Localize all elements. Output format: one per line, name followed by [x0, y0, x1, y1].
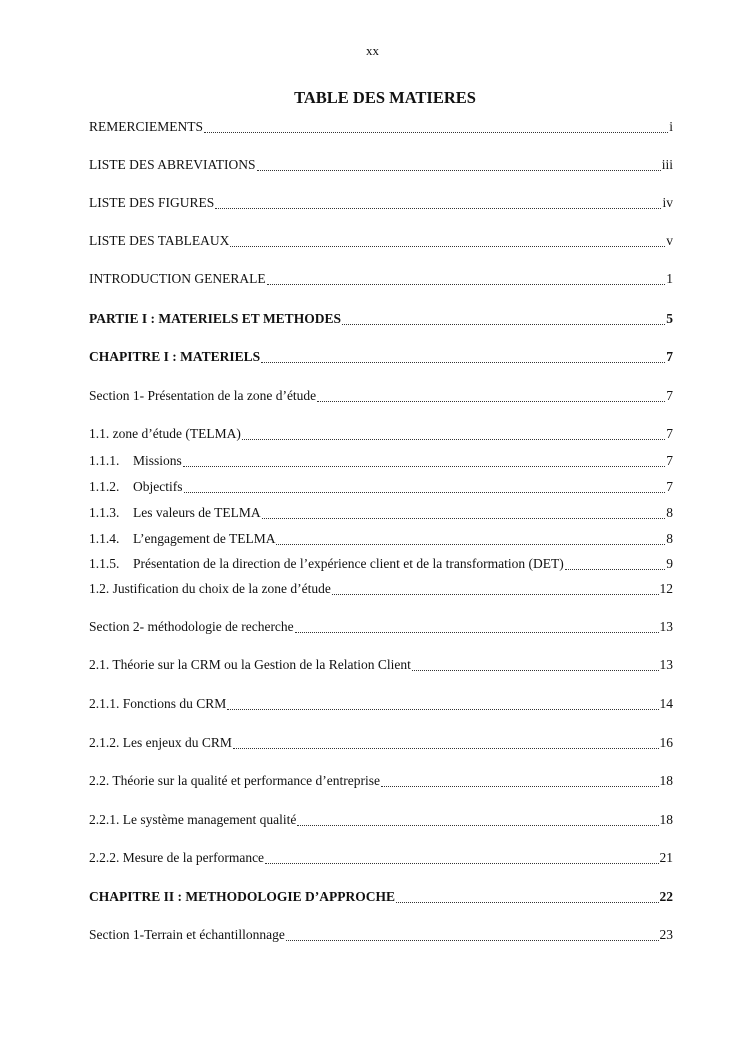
toc-entry-page: 7 — [666, 349, 673, 364]
toc-entry[interactable] — [89, 156, 673, 174]
toc-entry-page: 18 — [659, 812, 673, 827]
toc-entry-page: 13 — [659, 619, 673, 634]
toc-entry-label: CHAPITRE I : MATERIELS — [89, 349, 261, 364]
toc-entry-label: Les valeurs de TELMA — [133, 505, 261, 520]
toc-entry-label: Section 1-Terrain et échantillonnage — [89, 927, 285, 942]
toc-entry-label: LISTE DES TABLEAUX — [89, 233, 230, 248]
toc-entry-number: 1.1.2. — [89, 479, 120, 494]
toc-entry-page: 7 — [666, 426, 673, 441]
toc-entry[interactable] — [89, 811, 673, 829]
dot-leader — [295, 632, 659, 633]
toc-entry[interactable] — [89, 695, 673, 713]
toc-entry-page: 23 — [659, 927, 673, 942]
toc-entry-page: 22 — [659, 889, 673, 904]
toc-entry[interactable] — [89, 555, 673, 573]
toc-entry-page: 14 — [659, 696, 673, 711]
dot-leader — [381, 786, 658, 787]
toc-entry-page: iii — [661, 157, 673, 172]
toc-entry[interactable] — [89, 348, 673, 366]
dot-leader — [342, 324, 665, 325]
toc-entry-page: 7 — [666, 453, 673, 468]
toc-entry[interactable] — [89, 270, 673, 288]
dot-leader — [257, 170, 661, 171]
toc-entry-page: 1 — [666, 271, 673, 286]
dot-leader — [332, 594, 659, 595]
toc-entry-label: 2.2.2. Mesure de la performance — [89, 850, 265, 865]
toc-entry-label: Section 2- méthodologie de recherche — [89, 619, 294, 634]
page-number: xx — [366, 43, 379, 58]
toc-entry-page: iv — [662, 195, 673, 210]
toc-entry[interactable] — [89, 425, 673, 443]
toc-entry[interactable] — [89, 232, 673, 250]
dot-leader — [267, 284, 666, 285]
toc-entry-page: 5 — [666, 311, 673, 326]
dot-leader — [183, 466, 665, 467]
toc-entry[interactable] — [89, 888, 673, 906]
toc-entry-page: 18 — [659, 773, 673, 788]
toc-entry-label: 2.2. Théorie sur la qualité et performance d’entreprise — [89, 773, 381, 788]
dot-leader — [204, 132, 668, 133]
toc-entry-page: v — [666, 233, 673, 248]
dot-leader — [230, 246, 665, 247]
toc-entry-label: L’engagement de TELMA — [133, 531, 276, 546]
toc-entry-label: 2.1.1. Fonctions du CRM — [89, 696, 227, 711]
dot-leader — [317, 401, 665, 402]
toc-entry[interactable] — [89, 734, 673, 752]
toc-entry-label: LISTE DES ABREVIATIONS — [89, 157, 256, 172]
toc-entry[interactable] — [89, 194, 673, 212]
toc-entry-page: 8 — [666, 531, 673, 546]
toc-entry-page: 21 — [659, 850, 673, 865]
dot-leader — [276, 544, 665, 545]
toc-entry-page: 13 — [659, 657, 673, 672]
dot-leader — [412, 670, 659, 671]
toc-entry[interactable] — [89, 452, 673, 470]
dot-leader — [297, 825, 658, 826]
toc-entry-page: 16 — [659, 735, 673, 750]
toc-entry-number: 1.1.5. — [89, 556, 120, 571]
toc-entry[interactable] — [89, 310, 673, 328]
toc-entry-label: PARTIE I : MATERIELS ET METHODES — [89, 311, 341, 326]
toc-entry[interactable] — [89, 118, 673, 136]
dot-leader — [396, 902, 658, 903]
toc-entry-label: CHAPITRE II : METHODOLOGIE D’APPROCHE — [89, 889, 396, 904]
toc-entry-number: 1.1.1. — [89, 453, 120, 468]
dot-leader — [261, 362, 665, 363]
toc-entry-number: 1.1.4. — [89, 531, 120, 546]
dot-leader — [565, 569, 666, 570]
toc-entry-number: 1.1.3. — [89, 505, 120, 520]
toc-entry-page: 12 — [659, 581, 673, 596]
toc-entry-page: 7 — [666, 479, 673, 494]
toc-entry[interactable] — [89, 504, 673, 522]
toc-entry[interactable] — [89, 530, 673, 548]
toc-entry[interactable] — [89, 772, 673, 790]
toc-entry-label: Section 1- Présentation de la zone d’étude — [89, 388, 317, 403]
toc-entry-label: 1.2. Justification du choix de la zone d’étude — [89, 581, 331, 596]
toc-entry-label: REMERCIEMENTS — [89, 119, 204, 134]
toc-entry[interactable] — [89, 849, 673, 867]
dot-leader — [286, 940, 659, 941]
dot-leader — [265, 863, 658, 864]
dot-leader — [215, 208, 661, 209]
toc-entry-label: INTRODUCTION GENERALE — [89, 271, 266, 286]
toc-entry-label: Objectifs — [133, 479, 183, 494]
dot-leader — [233, 748, 659, 749]
dot-leader — [227, 709, 658, 710]
toc-entry-page: 9 — [666, 556, 673, 571]
toc-entry[interactable] — [89, 387, 673, 405]
toc-entry-page: 7 — [666, 388, 673, 403]
toc-entry[interactable] — [89, 656, 673, 674]
dot-leader — [262, 518, 666, 519]
toc-entry-label: 2.2.1. Le système management qualité — [89, 812, 297, 827]
toc-entry[interactable] — [89, 926, 673, 944]
toc-entry-page: i — [669, 119, 673, 134]
dot-leader — [242, 439, 665, 440]
toc-entry-label: LISTE DES FIGURES — [89, 195, 215, 210]
dot-leader — [184, 492, 666, 493]
toc-entry[interactable] — [89, 618, 673, 636]
toc-entry[interactable] — [89, 478, 673, 496]
toc-entry-label: 2.1. Théorie sur la CRM ou la Gestion de la Relation Client — [89, 657, 411, 672]
toc-entry-label: 1.1. zone d’étude (TELMA) — [89, 426, 241, 441]
toc-entry-page: 8 — [666, 505, 673, 520]
toc-entry[interactable] — [89, 580, 673, 598]
toc-entry-label: Présentation de la direction de l’expérience client et de la transformation (DET) — [133, 556, 564, 571]
toc-entry-label: Missions — [133, 453, 182, 468]
toc-title: TABLE DES MATIERES — [294, 88, 476, 107]
toc-entry-label: 2.1.2. Les enjeux du CRM — [89, 735, 232, 750]
